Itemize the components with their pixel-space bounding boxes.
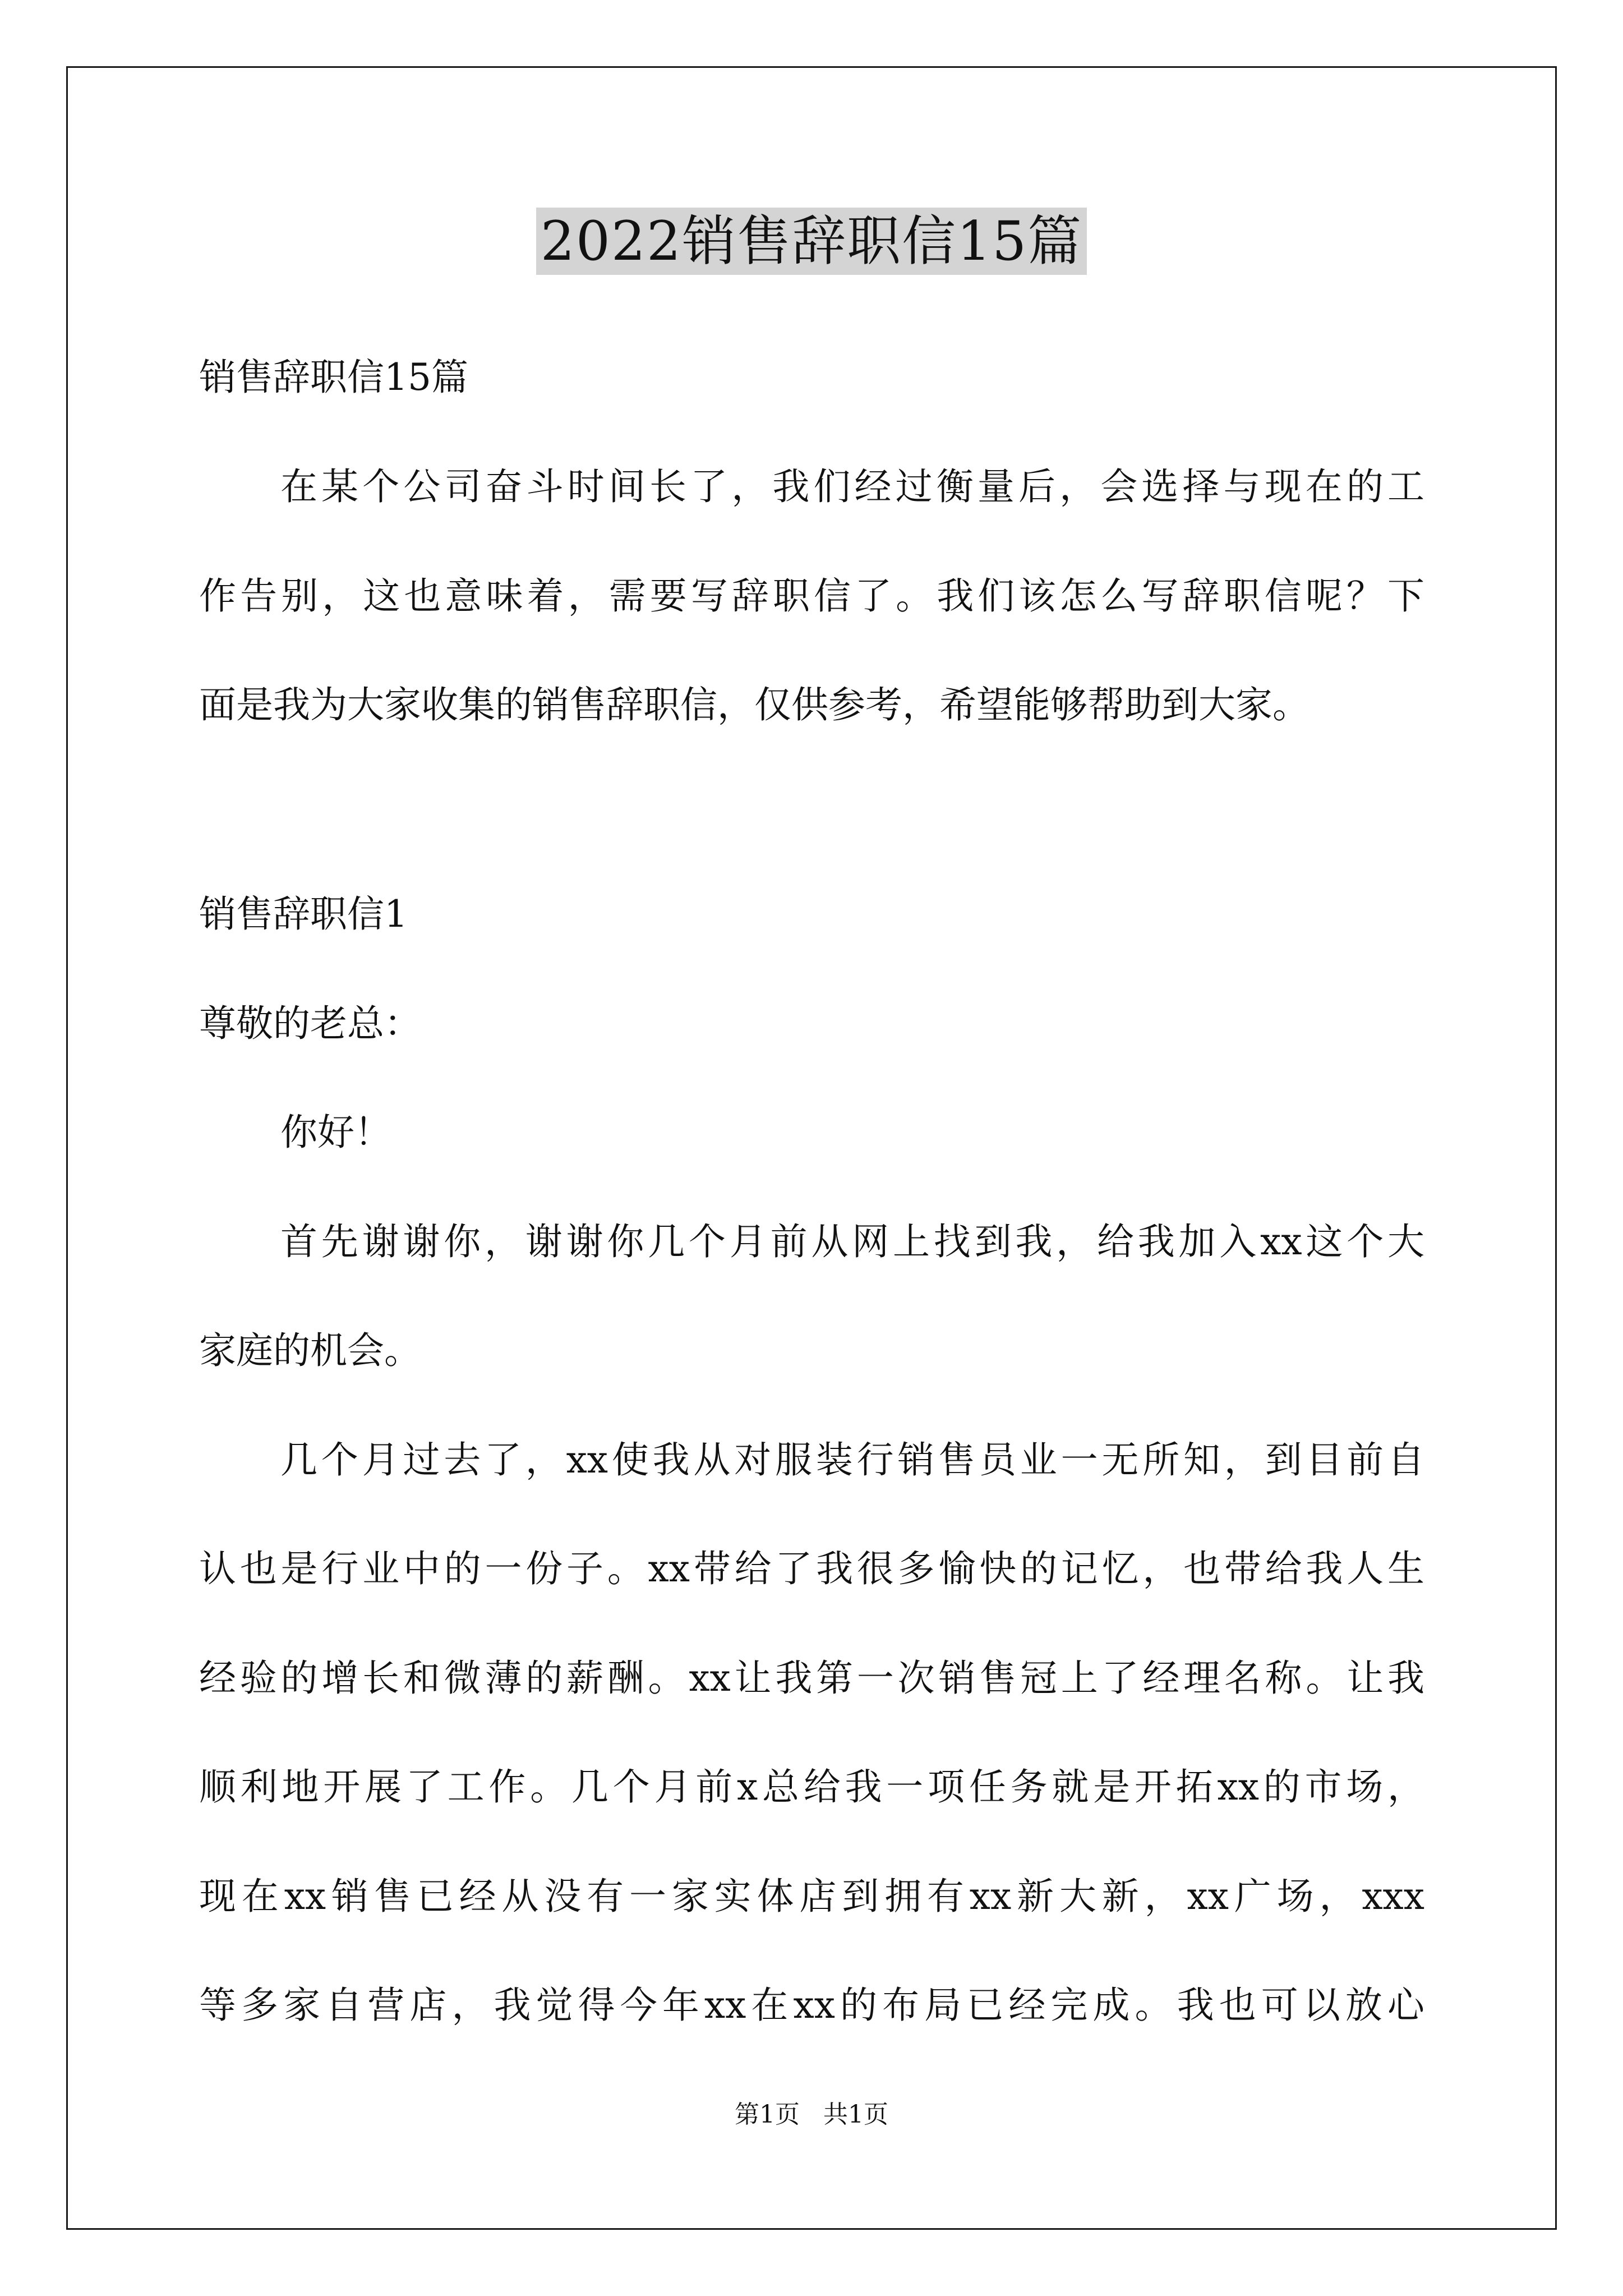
- document-subtitle: 销售辞职信15篇: [199, 356, 468, 399]
- greeting: 你好！: [280, 1111, 391, 1154]
- section-heading: 销售辞职信1: [199, 892, 408, 936]
- salutation: 尊敬的老总：: [199, 1002, 421, 1045]
- paragraph1-line-1: 首先谢谢你，谢谢你几个月前从网上找到我，给我加入xx这个大: [280, 1220, 1424, 1263]
- paragraph2-line-5: 现在xx销售已经从没有一家实体店到拥有xx新大新，xx广场，xxx: [199, 1875, 1424, 1918]
- page-footer: 第1页 共1页: [735, 2100, 888, 2129]
- paragraph2-line-4: 顺利地开展了工作。几个月前x总给我一项任务就是开拓xx的市场，: [199, 1765, 1424, 1809]
- document-title-text: 2022销售辞职信15篇: [536, 208, 1087, 275]
- paragraph2-line-3: 经验的增长和微薄的薪酬。xx让我第一次销售冠上了经理名称。让我: [199, 1657, 1424, 1700]
- paragraph2-line-2: 认也是行业中的一份子。xx带给了我很多愉快的记忆，也带给我人生: [199, 1547, 1424, 1590]
- intro-line-2: 作告别，这也意味着，需要写辞职信了。我们该怎么写辞职信呢？下: [199, 574, 1424, 618]
- document-title: [0, 202, 1623, 280]
- paragraph2-line-1: 几个月过去了，xx使我从对服装行销售员业一无所知，到目前自: [280, 1438, 1424, 1481]
- paragraph1-line-2: 家庭的机会。: [199, 1329, 421, 1372]
- intro-line-3: 面是我为大家收集的销售辞职信，仅供参考，希望能够帮助到大家。: [199, 683, 1310, 726]
- paragraph2-line-6: 等多家自营店，我觉得今年xx在xx的布局已经完成。我也可以放心: [199, 1984, 1424, 2027]
- intro-line-1: 在某个公司奋斗时间长了，我们经过衡量后，会选择与现在的工: [280, 465, 1424, 508]
